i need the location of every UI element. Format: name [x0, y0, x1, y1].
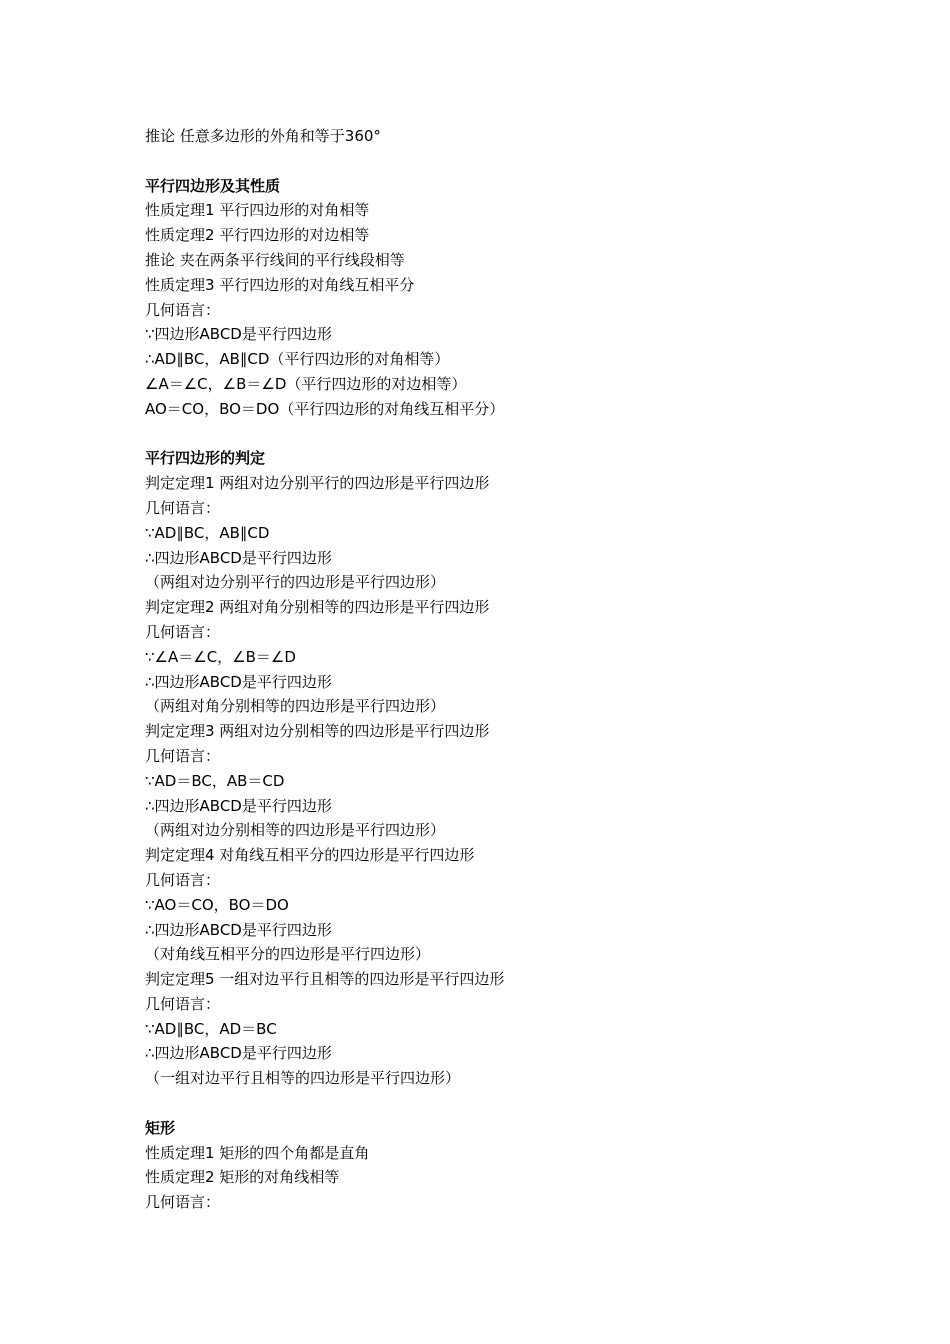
text-line: ∴四边形ABCD是平行四边形 — [145, 920, 332, 939]
text-line: ∵AD＝BC，AB＝CD — [145, 771, 285, 790]
text-line: 判定定理4 对角线互相平分的四边形是平行四边形 — [145, 846, 475, 865]
text-line: 推论 夹在两条平行线间的平行线段相等 — [145, 250, 405, 269]
text-line: 性质定理1 矩形的四个角都是直角 — [145, 1143, 370, 1162]
text-line: 几何语言： — [145, 1193, 221, 1212]
text-line: 性质定理1 平行四边形的对角相等 — [145, 201, 370, 220]
text-line: （两组对边分别相等的四边形是平行四边形） — [145, 821, 446, 840]
text-line: 几何语言： — [145, 870, 221, 889]
text-line: AO＝CO，BO＝DO（平行四边形的对角线互相平分） — [145, 399, 505, 418]
text-line: ∴四边形ABCD是平行四边形 — [145, 1044, 332, 1063]
blank-line — [145, 422, 905, 447]
document-page — [145, 124, 905, 1215]
text-line: 几何语言： — [145, 622, 221, 641]
text-line: 判定定理2 两组对角分别相等的四边形是平行四边形 — [145, 598, 490, 617]
text-line: 几何语言： — [145, 994, 221, 1013]
text-line: 判定定理5 一组对边平行且相等的四边形是平行四边形 — [145, 970, 505, 989]
text-line: 推论 任意多边形的外角和等于360° — [145, 127, 381, 145]
section-heading: 平行四边形及其性质 — [145, 176, 281, 195]
text-line: ∴四边形ABCD是平行四边形 — [145, 672, 332, 691]
text-line: 判定定理3 两组对边分别相等的四边形是平行四边形 — [145, 722, 490, 741]
text-line: ∵∠A＝∠C，∠B＝∠D — [145, 647, 296, 666]
text-line: （一组对边平行且相等的四边形是平行四边形） — [145, 1069, 461, 1088]
text-line: ∴四边形ABCD是平行四边形 — [145, 796, 332, 815]
text-line: ∵四边形ABCD是平行四边形 — [145, 325, 332, 344]
text-line: ∵AD∥BC，AD＝BC — [145, 1019, 277, 1038]
text-line: 性质定理2 矩形的对角线相等 — [145, 1168, 340, 1187]
text-line: ∴四边形ABCD是平行四边形 — [145, 548, 332, 567]
text-line: ∠A＝∠C，∠B＝∠D（平行四边形的对边相等） — [145, 374, 467, 393]
section-heading: 矩形 — [145, 1118, 176, 1137]
text-line: ∵AD∥BC，AB∥CD — [145, 523, 270, 542]
text-line: 性质定理2 平行四边形的对边相等 — [145, 226, 370, 245]
text-line: （对角线互相平分的四边形是平行四边形） — [145, 945, 431, 964]
text-line: ∵AO＝CO，BO＝DO — [145, 895, 289, 914]
blank-line — [145, 1091, 905, 1116]
text-line: （两组对角分别相等的四边形是平行四边形） — [145, 697, 446, 716]
text-line: 性质定理3 平行四边形的对角线互相平分 — [145, 275, 415, 294]
text-line: ∴AD∥BC，AB∥CD（平行四边形的对角相等） — [145, 350, 450, 369]
blank-line — [145, 149, 905, 174]
text-line: 判定定理1 两组对边分别平行的四边形是平行四边形 — [145, 474, 490, 493]
text-line: （两组对边分别平行的四边形是平行四边形） — [145, 573, 446, 592]
text-line: 几何语言： — [145, 498, 221, 517]
text-line: 几何语言： — [145, 746, 221, 765]
section-heading: 平行四边形的判定 — [145, 449, 266, 468]
text-line: 几何语言： — [145, 300, 221, 319]
